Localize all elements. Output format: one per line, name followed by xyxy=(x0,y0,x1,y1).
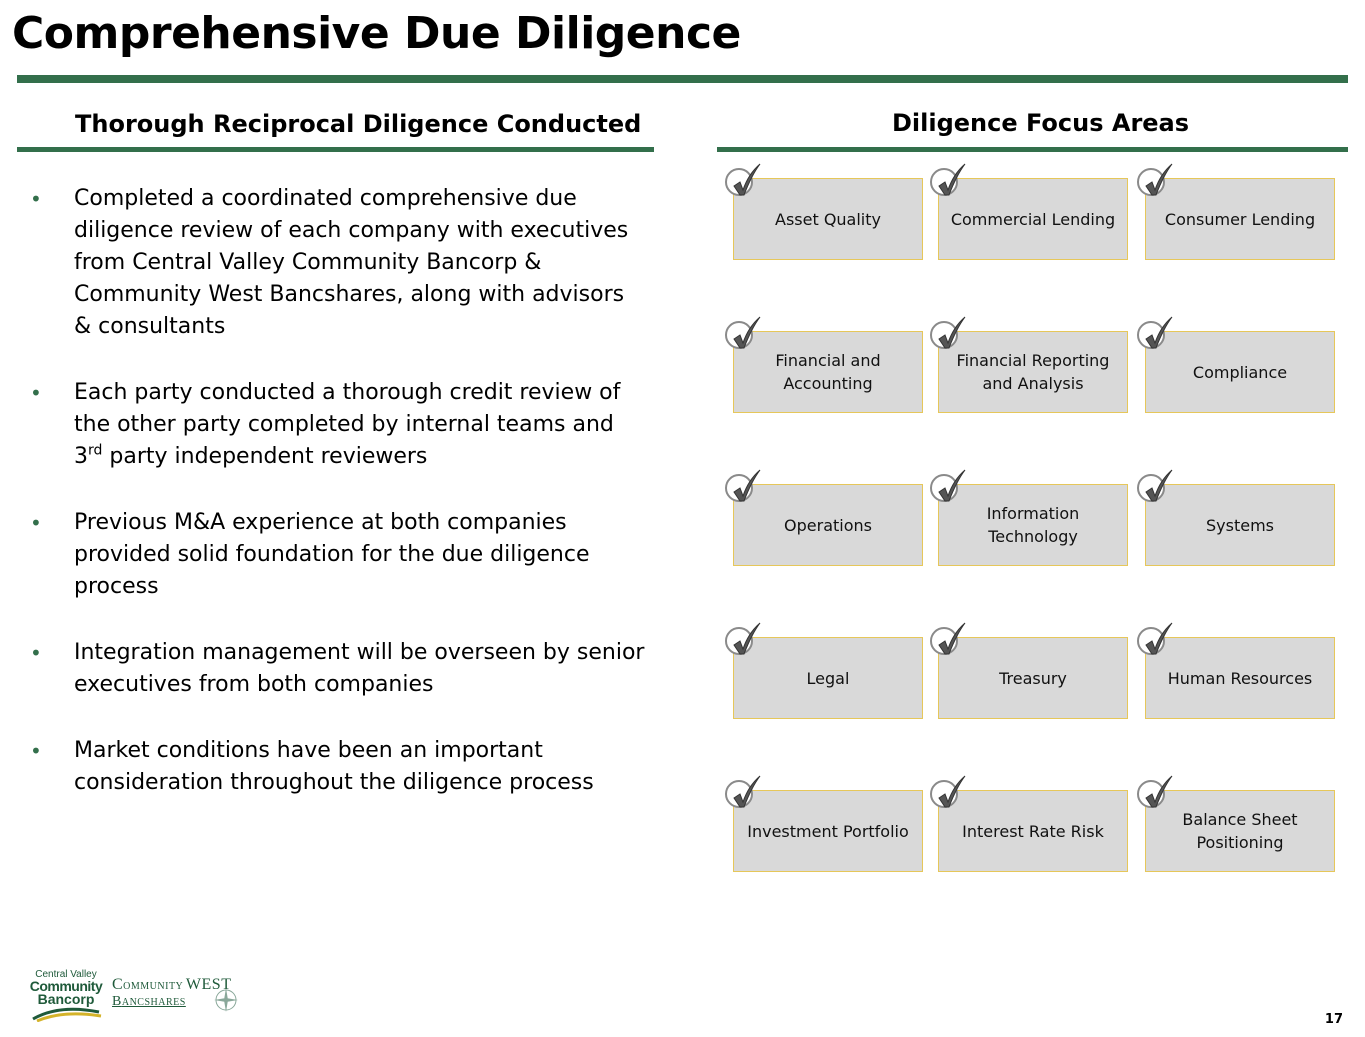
bullet-dot-icon: • xyxy=(30,739,42,763)
focus-area-label: Financial Reporting and Analysis xyxy=(956,351,1110,393)
focus-area-label: Human Resources xyxy=(1167,668,1313,688)
focus-area-label: Compliance xyxy=(1192,362,1288,382)
focus-area-label: Information Technology xyxy=(986,504,1080,546)
compass-rose-icon xyxy=(212,986,240,1014)
cwb-logo-west: WEST xyxy=(185,976,232,993)
bullet-item xyxy=(28,183,648,343)
bullet-dot-icon: • xyxy=(30,511,42,535)
bullet-text: Each party conducted a thorough credit review of the other party completed by internal teams and 3 xyxy=(74,380,621,469)
bullet-dot-icon: • xyxy=(30,641,42,665)
cwb-logo-community: OMMUNITY xyxy=(123,981,183,992)
focus-area-label: Interest Rate Risk xyxy=(962,821,1104,841)
company-logos xyxy=(26,970,241,1025)
cvcb-logo-line3: Bancorp xyxy=(37,991,95,1007)
checkmark-icon xyxy=(930,780,958,808)
title-divider xyxy=(17,75,1348,83)
right-heading: Diligence Focus Areas xyxy=(892,109,1190,137)
bullet-text: Integration management will be overseen by senior executives from both companies xyxy=(74,640,645,697)
checkmark-icon xyxy=(930,321,958,349)
checkmark-icon xyxy=(725,321,753,349)
checkmark-icon xyxy=(1137,321,1165,349)
left-heading-divider xyxy=(17,147,654,152)
bullet-text: Completed a coordinated comprehensive due diligence review of each company with executives from Central Valley Community Bancorp & Community West Bancshares, along with advisors & consultants xyxy=(74,186,629,339)
checkmark-icon xyxy=(1137,168,1165,196)
cvcb-logo-line2: Community xyxy=(29,978,103,994)
focus-area-label: Commercial Lending xyxy=(950,209,1116,229)
page-number: 17 xyxy=(1324,1012,1343,1027)
bullet-dot-icon: • xyxy=(30,187,42,211)
bullet-item xyxy=(28,507,648,603)
checkmark-icon xyxy=(725,627,753,655)
bullet-text: Previous M&A experience at both companies provided solid foundation for the due diligence process xyxy=(74,510,590,599)
cvcb-swoosh-icon xyxy=(29,1006,103,1022)
focus-area-label: Legal xyxy=(806,668,850,688)
cvcb-logo-line1: Central Valley xyxy=(35,969,97,980)
focus-area-label: Investment Portfolio xyxy=(747,821,909,841)
checkmark-icon xyxy=(725,474,753,502)
page-title: Comprehensive Due Diligence xyxy=(12,8,741,59)
checkmark-icon xyxy=(1137,627,1165,655)
focus-area-label: Systems xyxy=(1206,515,1274,535)
bullet-text: Market conditions have been an important consideration throughout the diligence process xyxy=(74,738,594,795)
cwb-logo-bancshares: ANCSHARES xyxy=(121,997,186,1008)
checkmark-icon xyxy=(930,474,958,502)
checkmark-icon xyxy=(930,627,958,655)
focus-area-label: Consumer Lending xyxy=(1164,209,1316,229)
bullet-list xyxy=(28,183,648,833)
cwb-logo xyxy=(112,976,242,1010)
cwb-logo-c: C xyxy=(112,976,124,993)
bullet-text-tail: party independent reviewers xyxy=(102,444,428,469)
focus-area-label: Financial and Accounting xyxy=(775,351,881,393)
right-heading-divider xyxy=(717,147,1348,152)
bullet-item xyxy=(28,735,648,799)
bullet-item xyxy=(28,377,648,473)
focus-area-label: Treasury xyxy=(999,668,1067,688)
bullet-item xyxy=(28,637,648,701)
checkmark-icon xyxy=(1137,780,1165,808)
bullet-dot-icon: • xyxy=(30,381,42,405)
checkmark-icon xyxy=(725,780,753,808)
checkmark-icon xyxy=(725,168,753,196)
cwb-logo-b: B xyxy=(112,994,122,1009)
focus-area-label: Asset Quality xyxy=(775,209,881,229)
left-heading: Thorough Reciprocal Diligence Conducted xyxy=(75,110,642,138)
checkmark-icon xyxy=(1137,474,1165,502)
checkmark-icon xyxy=(930,168,958,196)
cvcb-logo xyxy=(26,970,106,1027)
bullet-superscript: rd xyxy=(88,442,103,459)
focus-area-label: Balance Sheet Positioning xyxy=(1182,810,1298,852)
focus-area-label: Operations xyxy=(784,515,872,535)
